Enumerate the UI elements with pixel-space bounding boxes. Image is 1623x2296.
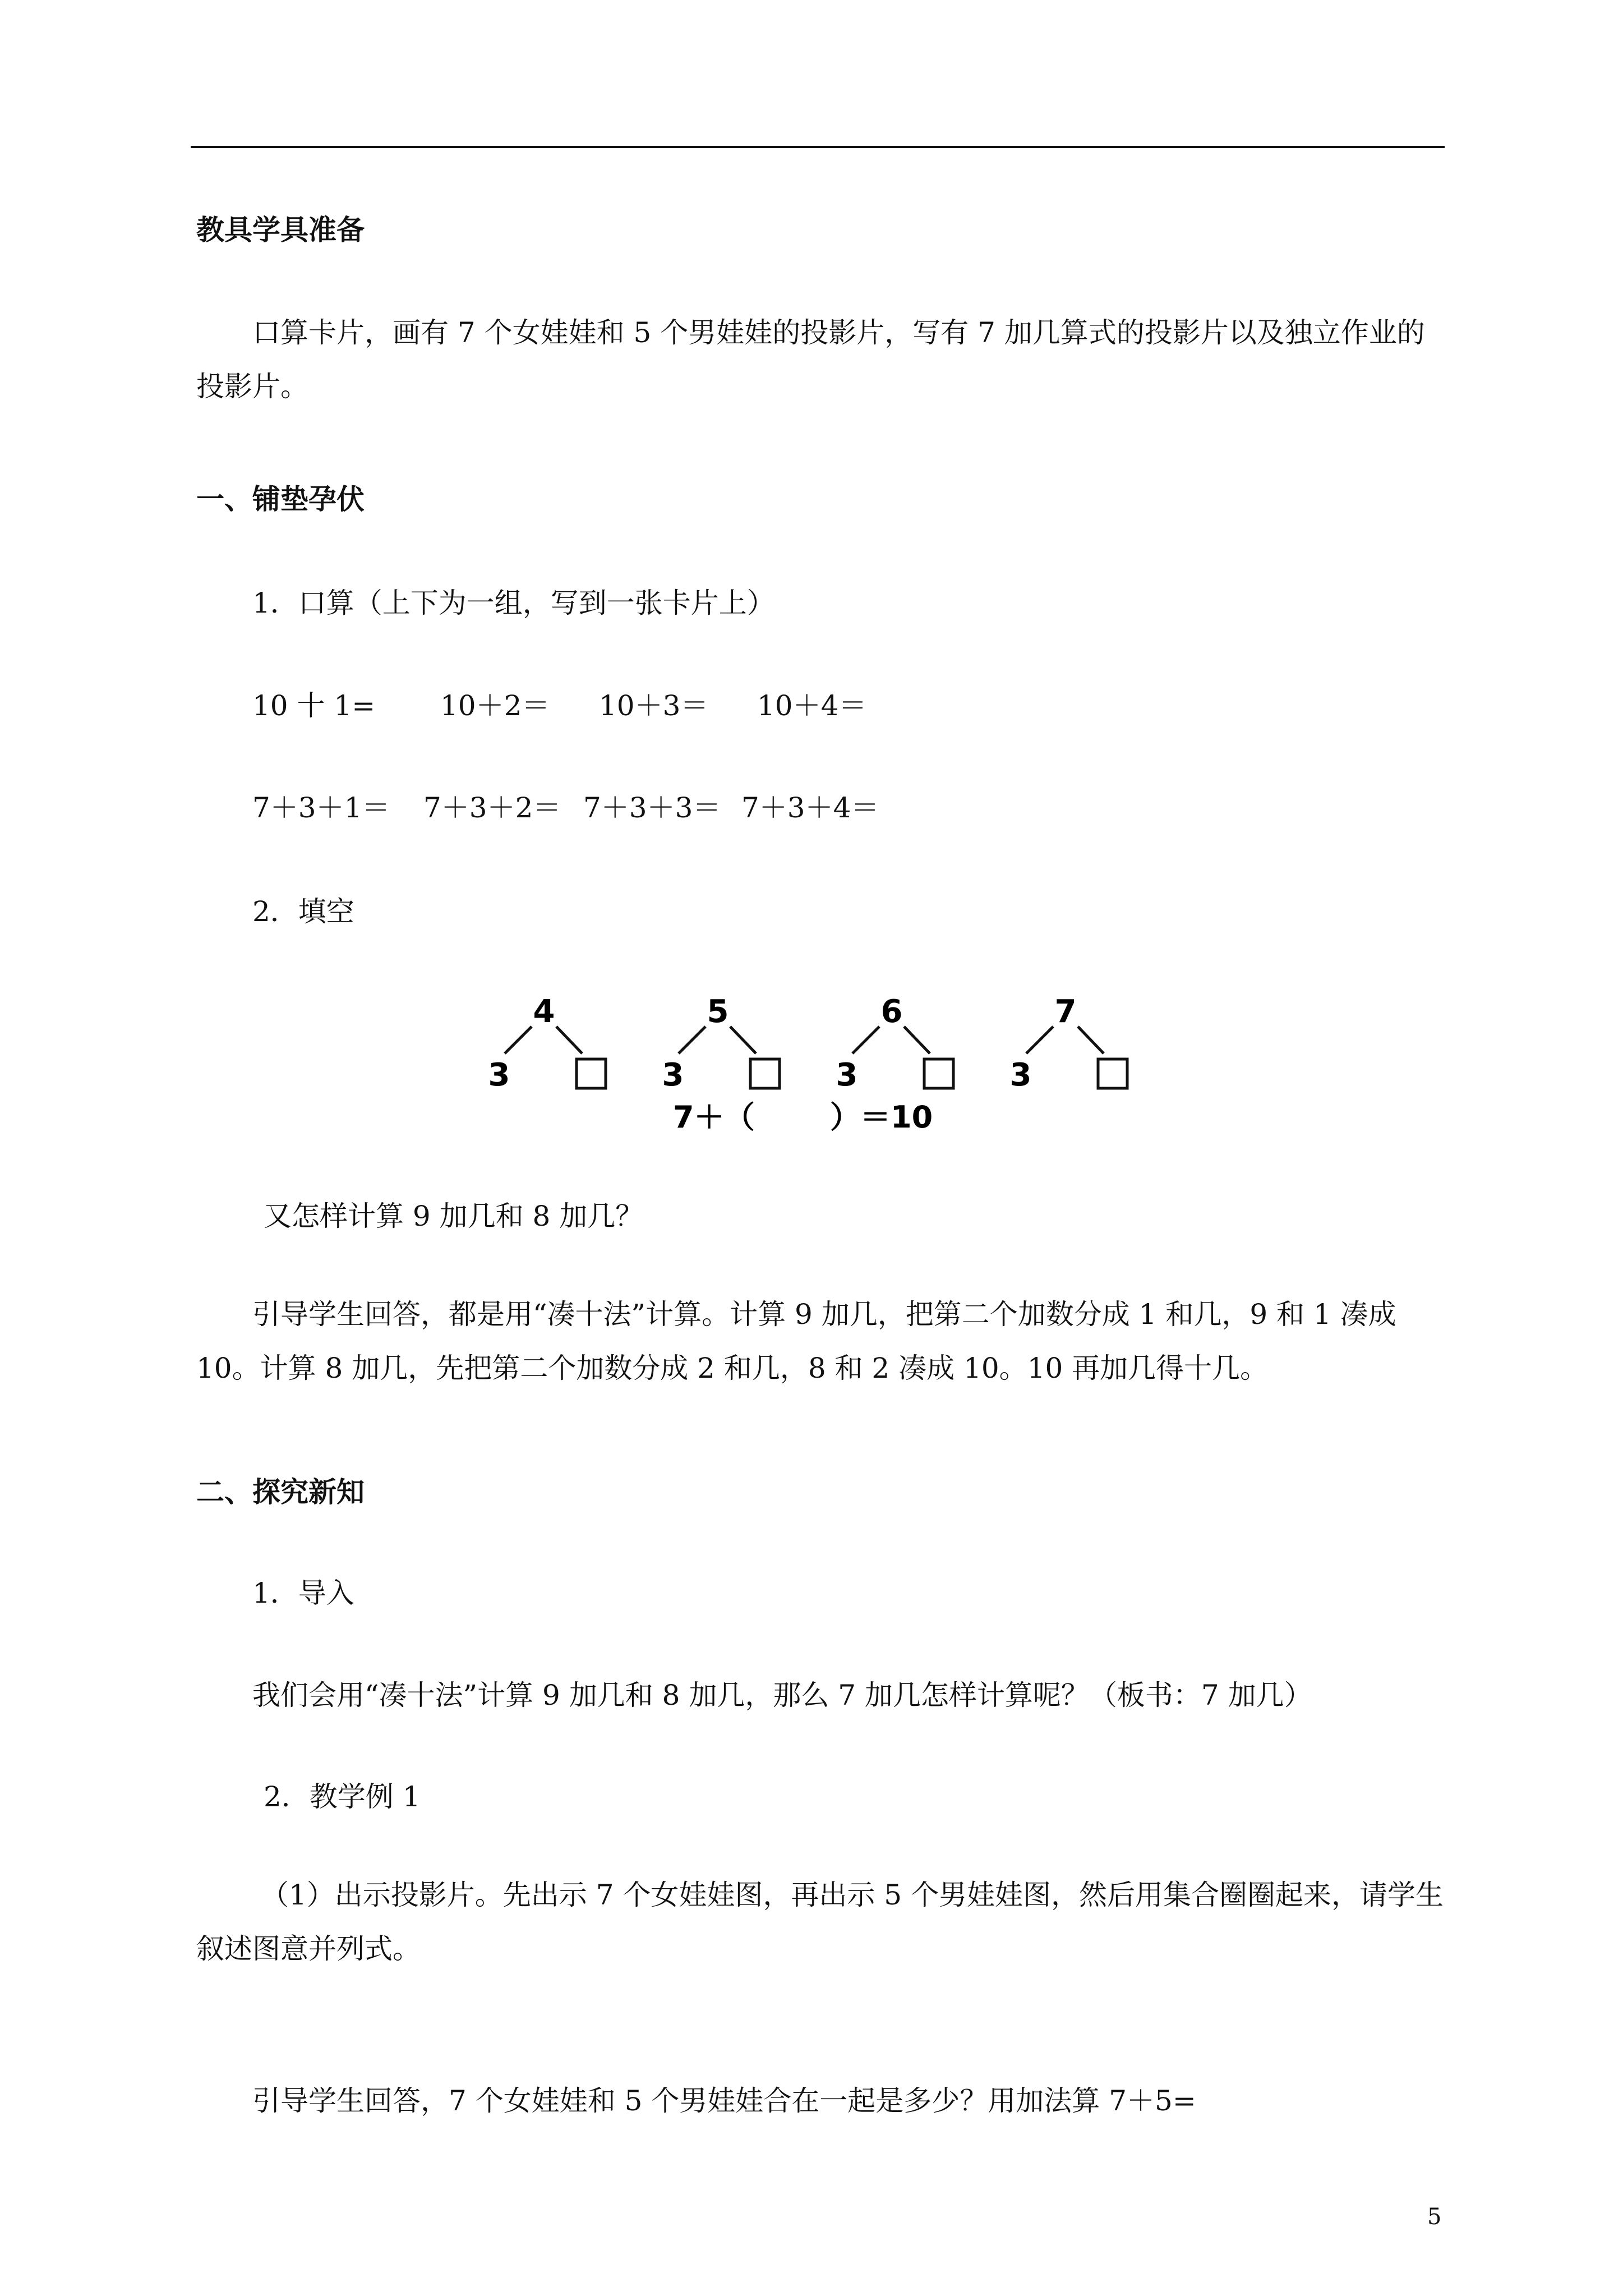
tree-2: [662, 993, 780, 1093]
tree-branch-left: [679, 1027, 706, 1053]
answer-box: [1098, 1059, 1127, 1088]
step1-paragraph: （1）出示投影片。先出示 7 个女娃娃图，再出示 5 个男娃娃图，然后用集合圈圈起来，请学生叙述图意并列式。: [196, 1879, 1444, 1965]
tree-top: 7: [1054, 993, 1077, 1030]
question-text: 又怎样计算 9 加几和 8 加几？: [264, 1200, 644, 1232]
equation-right: ）＝10: [830, 1099, 933, 1135]
calc-2-1: 7＋3＋1＝: [252, 792, 390, 824]
item-fill-blank: 2．填空: [252, 895, 354, 928]
calc-1-3: 10＋3＝: [599, 689, 709, 722]
prep-body: 口算卡片，画有 7 个女娃娃和 5 个男娃娃的投影片，写有 7 加几算式的投影片以及独立作业的投影片。: [196, 316, 1425, 403]
tree-branch-right: [730, 1027, 756, 1053]
calc-2-3: 7＋3＋3＝: [583, 792, 721, 824]
intro-text: 我们会用“凑十法”计算 9 加几和 8 加几，那么 7 加几怎样计算呢？（板书：7 加几）: [252, 1679, 1312, 1711]
tree-left-number: 3: [488, 1057, 510, 1093]
item-oral-calc: 1．口算（上下为一组，写到一张卡片上）: [252, 587, 775, 619]
tree-left-number: 3: [662, 1057, 684, 1093]
answer-paragraph: 引导学生回答，都是用“凑十法”计算。计算 9 加几，把第二个加数分成 1 和几，9 和 1 凑成 10。计算 8 加几，先把第二个加数分成 2 和几，8 和 2 凑成 10。10 再加几得十几。: [196, 1298, 1396, 1384]
tree-top: 4: [533, 993, 555, 1030]
tree-left-number: 3: [836, 1057, 858, 1093]
equation-left: 7＋（: [673, 1099, 755, 1135]
tree-branch-right: [904, 1027, 930, 1053]
calc-1-2: 10＋2＝: [440, 689, 550, 722]
calc-2-4: 7＋3＋4＝: [741, 792, 879, 824]
tree-top: 6: [880, 993, 903, 1030]
tree-left-number: 3: [1009, 1057, 1032, 1093]
answer-box: [577, 1059, 606, 1088]
section-title-prep: 教具学具准备: [196, 214, 365, 246]
calc-2-2: 7＋3＋2＝: [423, 792, 561, 824]
tree-branch-right: [556, 1027, 582, 1053]
decomposition-diagram: [482, 987, 1155, 1144]
section-title-2: 二、探究新知: [196, 1476, 365, 1508]
item-example: 2．教学例 1: [264, 1780, 421, 1813]
tree-top: 5: [707, 993, 729, 1030]
answer-box: [924, 1059, 953, 1088]
section-title-1: 一、铺垫孕伏: [196, 483, 365, 516]
calc-1-1: 10 十 1=: [252, 689, 376, 722]
tree-branch-left: [505, 1027, 532, 1053]
tree-1: [488, 993, 606, 1093]
tree-branch-left: [852, 1027, 879, 1053]
answer-box: [750, 1059, 780, 1088]
tree-4: [1010, 993, 1127, 1093]
item-intro: 1．导入: [252, 1577, 354, 1609]
tree-branch-left: [1026, 1027, 1053, 1053]
header-rule: [191, 146, 1445, 148]
guide-text: 引导学生回答，7 个女娃娃和 5 个男娃娃合在一起是多少？用加法算 7＋5=: [252, 2085, 1196, 2117]
tree-branch-right: [1078, 1027, 1104, 1053]
page-number: 5: [1427, 2204, 1442, 2230]
tree-3: [836, 993, 953, 1093]
calc-1-4: 10＋4＝: [757, 689, 867, 722]
